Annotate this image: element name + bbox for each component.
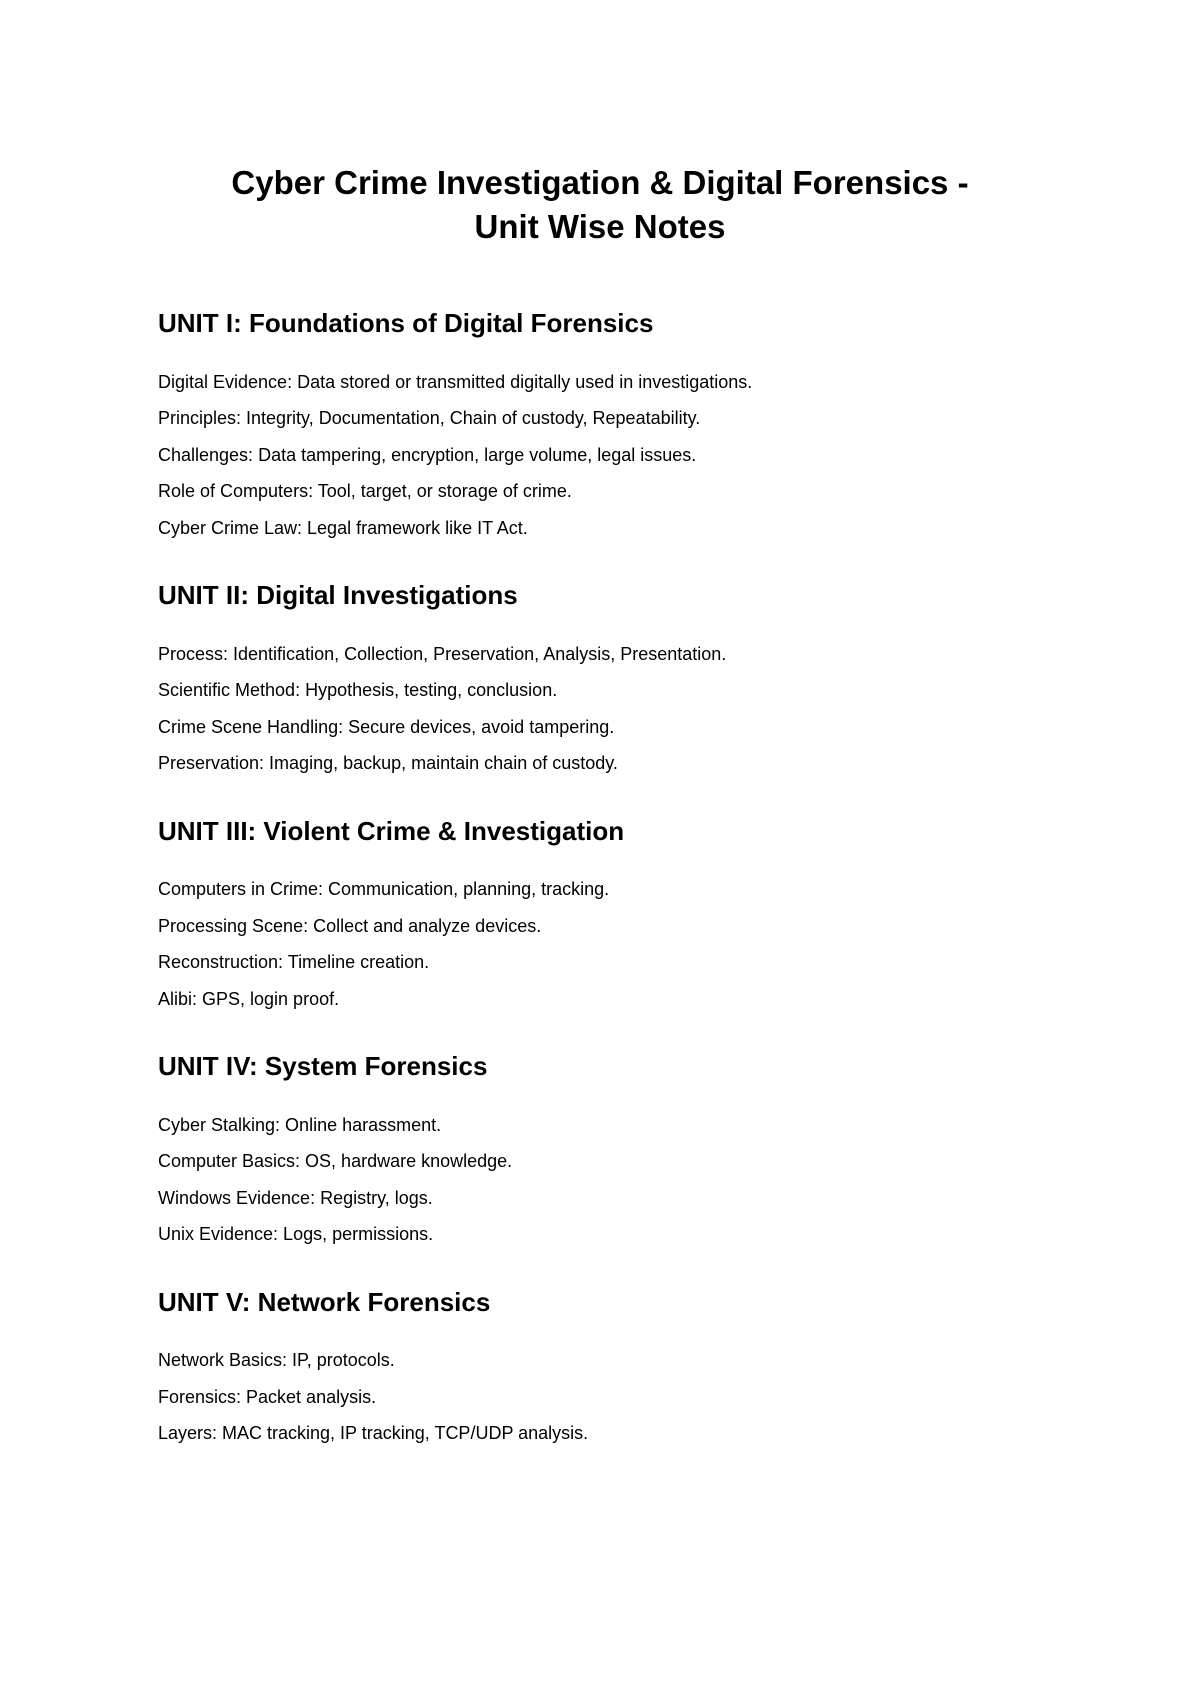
unit-section [158,1051,1100,1253]
unit-section [158,580,1100,782]
document-title [100,161,1100,249]
note-item: Principles: Integrity, Documentation, Chain of custody, Repeatability. [158,408,701,429]
note-item: Cyber Stalking: Online harassment. [158,1114,442,1135]
note-item: Preservation: Imaging, backup, maintain chain of custody. [158,753,618,774]
note-item: Challenges: Data tampering, encryption, large volume, legal issues. [158,444,697,465]
note-item: Computer Basics: OS, hardware knowledge. [158,1151,513,1172]
note-item: Network Basics: IP, protocols. [158,1350,395,1371]
unit-heading: UNIT I: Foundations of Digital Forensics [158,308,654,338]
note-item: Reconstruction: Timeline creation. [158,952,430,973]
note-item: Role of Computers: Tool, target, or storage of crime. [158,481,572,502]
unit-section [158,1287,1100,1452]
unit-heading: UNIT IV: System Forensics [158,1051,488,1081]
note-item: Alibi: GPS, login proof. [158,988,340,1009]
note-item: Process: Identification, Collection, Preservation, Analysis, Presentation. [158,643,727,664]
note-item: Unix Evidence: Logs, permissions. [158,1224,434,1245]
unit-heading: UNIT II: Digital Investigations [158,580,518,610]
unit-section [158,308,1100,546]
title-line-1: Cyber Crime Investigation & Digital Forensics - [231,164,969,201]
title-line-2: Unit Wise Notes [474,208,726,245]
unit-section [158,816,1100,1018]
note-item: Windows Evidence: Registry, logs. [158,1187,433,1208]
note-item: Processing Scene: Collect and analyze devices. [158,915,542,936]
note-item: Forensics: Packet analysis. [158,1386,377,1407]
note-item: Digital Evidence: Data stored or transmitted digitally used in investigations. [158,371,753,392]
note-item: Layers: MAC tracking, IP tracking, TCP/UDP analysis. [158,1423,589,1444]
note-item: Crime Scene Handling: Secure devices, avoid tampering. [158,716,615,737]
note-item: Cyber Crime Law: Legal framework like IT Act. [158,517,528,538]
note-item: Computers in Crime: Communication, planning, tracking. [158,879,610,900]
note-item: Scientific Method: Hypothesis, testing, conclusion. [158,680,558,701]
unit-heading: UNIT V: Network Forensics [158,1286,491,1317]
unit-heading: UNIT III: Violent Crime & Investigation [158,815,625,846]
document-body [0,308,1200,1452]
